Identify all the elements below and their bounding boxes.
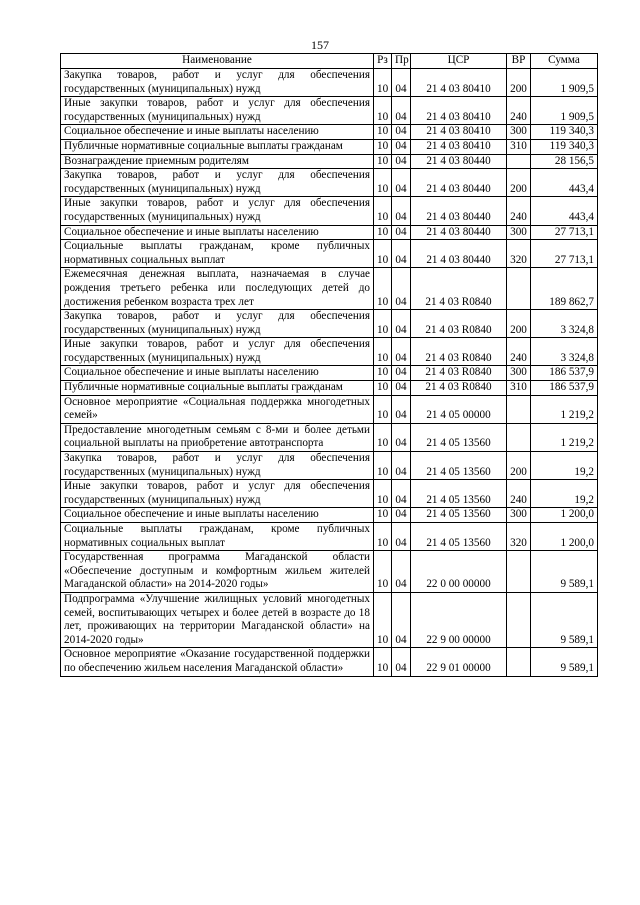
cell-sum: 9 589,1 xyxy=(531,592,598,647)
cell-sum: 27 713,1 xyxy=(531,240,598,268)
cell-csr: 21 4 03 80410 xyxy=(411,97,507,125)
cell-csr: 21 4 03 R0840 xyxy=(411,268,507,310)
cell-pr: 04 xyxy=(392,551,411,593)
cell-sum: 19,2 xyxy=(531,452,598,480)
cell-rz: 10 xyxy=(374,551,392,593)
cell-sum: 1 909,5 xyxy=(531,97,598,125)
cell-sum: 28 156,5 xyxy=(531,154,598,169)
cell-rz: 10 xyxy=(374,480,392,508)
cell-name: Основное мероприятие «Социальная поддержка многодетных семей» xyxy=(61,395,374,423)
cell-name: Иные закупки товаров, работ и услуг для обеспечения государственных (муниципальных) нужд xyxy=(61,97,374,125)
cell-rz: 10 xyxy=(374,648,392,676)
header-rz: Рз xyxy=(374,54,392,69)
cell-rz: 10 xyxy=(374,169,392,197)
cell-name: Предоставление многодетным семьям с 8-ми и более детьми социальной выплаты на приобретение автотранспорта xyxy=(61,423,374,451)
cell-pr: 04 xyxy=(392,69,411,97)
table-row xyxy=(61,452,598,480)
cell-rz: 10 xyxy=(374,97,392,125)
cell-rz: 10 xyxy=(374,452,392,480)
cell-sum: 186 537,9 xyxy=(531,366,598,381)
cell-name: Закупка товаров, работ и услуг для обеспечения государственных (муниципальных) нужд xyxy=(61,69,374,97)
table-row xyxy=(61,97,598,125)
cell-csr: 21 4 03 R0840 xyxy=(411,381,507,396)
cell-pr: 04 xyxy=(392,381,411,396)
cell-pr: 04 xyxy=(392,139,411,154)
cell-pr: 04 xyxy=(392,648,411,676)
cell-vr xyxy=(507,268,531,310)
cell-name: Публичные нормативные социальные выплаты гражданам xyxy=(61,139,374,154)
cell-vr: 300 xyxy=(507,366,531,381)
cell-sum: 1 909,5 xyxy=(531,69,598,97)
cell-csr: 21 4 05 00000 xyxy=(411,395,507,423)
cell-name: Социальные выплаты гражданам, кроме публичных нормативных социальных выплат xyxy=(61,523,374,551)
cell-name: Социальное обеспечение и иные выплаты населению xyxy=(61,366,374,381)
table-row xyxy=(61,381,598,396)
cell-name: Социальное обеспечение и иные выплаты населению xyxy=(61,508,374,523)
cell-rz: 10 xyxy=(374,69,392,97)
cell-vr xyxy=(507,423,531,451)
cell-vr: 200 xyxy=(507,69,531,97)
cell-rz: 10 xyxy=(374,310,392,338)
cell-name: Социальные выплаты гражданам, кроме публичных нормативных социальных выплат xyxy=(61,240,374,268)
cell-vr: 310 xyxy=(507,139,531,154)
cell-vr: 320 xyxy=(507,523,531,551)
cell-pr: 04 xyxy=(392,508,411,523)
table-row xyxy=(61,366,598,381)
table-row xyxy=(61,523,598,551)
cell-pr: 04 xyxy=(392,240,411,268)
cell-vr: 200 xyxy=(507,169,531,197)
cell-csr: 21 4 03 80410 xyxy=(411,139,507,154)
cell-vr xyxy=(507,154,531,169)
cell-rz: 10 xyxy=(374,197,392,225)
cell-csr: 21 4 05 13560 xyxy=(411,423,507,451)
table-row xyxy=(61,268,598,310)
cell-sum: 443,4 xyxy=(531,169,598,197)
table-row xyxy=(61,197,598,225)
cell-pr: 04 xyxy=(392,169,411,197)
cell-sum: 119 340,3 xyxy=(531,125,598,140)
cell-sum: 1 219,2 xyxy=(531,423,598,451)
cell-pr: 04 xyxy=(392,125,411,140)
cell-csr: 21 4 03 80440 xyxy=(411,169,507,197)
cell-name: Государственная программа Магаданской области «Обеспечение доступным и комфортным жильем жителей Магаданской области» на 2014-2020 годы» xyxy=(61,551,374,593)
cell-csr: 21 4 05 13560 xyxy=(411,508,507,523)
cell-sum: 119 340,3 xyxy=(531,139,598,154)
cell-pr: 04 xyxy=(392,154,411,169)
cell-vr: 310 xyxy=(507,381,531,396)
cell-rz: 10 xyxy=(374,240,392,268)
cell-name: Иные закупки товаров, работ и услуг для обеспечения государственных (муниципальных) нужд xyxy=(61,197,374,225)
cell-csr: 21 4 03 80440 xyxy=(411,197,507,225)
cell-name: Подпрограмма «Улучшение жилищных условий многодетных семей, воспитывающих четырех и более детей в возрасте до 18 лет, проживающих на территории Магаданской области» на 2014-2020 годы» xyxy=(61,592,374,647)
cell-sum: 9 589,1 xyxy=(531,551,598,593)
cell-pr: 04 xyxy=(392,395,411,423)
table-row xyxy=(61,592,598,647)
cell-pr: 04 xyxy=(392,268,411,310)
cell-sum: 9 589,1 xyxy=(531,648,598,676)
table-row xyxy=(61,310,598,338)
cell-sum: 443,4 xyxy=(531,197,598,225)
table-row xyxy=(61,69,598,97)
cell-name: Вознаграждение приемным родителям xyxy=(61,154,374,169)
header-name: Наименование xyxy=(61,54,374,69)
cell-pr: 04 xyxy=(392,310,411,338)
cell-pr: 04 xyxy=(392,97,411,125)
cell-pr: 04 xyxy=(392,225,411,240)
cell-vr xyxy=(507,395,531,423)
cell-csr: 22 0 00 00000 xyxy=(411,551,507,593)
table-row xyxy=(61,423,598,451)
cell-pr: 04 xyxy=(392,338,411,366)
table-row xyxy=(61,648,598,676)
cell-pr: 04 xyxy=(392,366,411,381)
table-row xyxy=(61,125,598,140)
cell-rz: 10 xyxy=(374,423,392,451)
cell-vr: 240 xyxy=(507,97,531,125)
table-row xyxy=(61,139,598,154)
table-row xyxy=(61,169,598,197)
cell-csr: 21 4 03 R0840 xyxy=(411,338,507,366)
table-row xyxy=(61,240,598,268)
cell-sum: 3 324,8 xyxy=(531,338,598,366)
cell-vr: 300 xyxy=(507,508,531,523)
cell-csr: 21 4 03 80440 xyxy=(411,154,507,169)
cell-sum: 1 219,2 xyxy=(531,395,598,423)
table-row xyxy=(61,395,598,423)
cell-pr: 04 xyxy=(392,480,411,508)
table-header xyxy=(61,54,598,69)
cell-rz: 10 xyxy=(374,395,392,423)
cell-vr xyxy=(507,648,531,676)
table-row xyxy=(61,551,598,593)
cell-sum: 1 200,0 xyxy=(531,523,598,551)
cell-rz: 10 xyxy=(374,125,392,140)
cell-vr: 300 xyxy=(507,225,531,240)
cell-csr: 21 4 05 13560 xyxy=(411,452,507,480)
table-row xyxy=(61,338,598,366)
table-row xyxy=(61,154,598,169)
cell-pr: 04 xyxy=(392,452,411,480)
cell-pr: 04 xyxy=(392,592,411,647)
cell-rz: 10 xyxy=(374,523,392,551)
cell-sum: 27 713,1 xyxy=(531,225,598,240)
cell-csr: 22 9 00 00000 xyxy=(411,592,507,647)
cell-pr: 04 xyxy=(392,523,411,551)
cell-rz: 10 xyxy=(374,139,392,154)
cell-vr xyxy=(507,592,531,647)
cell-rz: 10 xyxy=(374,154,392,169)
cell-sum: 186 537,9 xyxy=(531,381,598,396)
cell-csr: 21 4 03 80410 xyxy=(411,69,507,97)
cell-vr: 240 xyxy=(507,480,531,508)
cell-name: Иные закупки товаров, работ и услуг для обеспечения государственных (муниципальных) нужд xyxy=(61,480,374,508)
cell-rz: 10 xyxy=(374,338,392,366)
table-body xyxy=(61,69,598,677)
cell-name: Социальное обеспечение и иные выплаты населению xyxy=(61,125,374,140)
cell-vr: 320 xyxy=(507,240,531,268)
cell-sum: 1 200,0 xyxy=(531,508,598,523)
cell-rz: 10 xyxy=(374,366,392,381)
header-sum: Сумма xyxy=(531,54,598,69)
cell-sum: 3 324,8 xyxy=(531,310,598,338)
header-pr: Пр xyxy=(392,54,411,69)
cell-rz: 10 xyxy=(374,508,392,523)
header-vr: ВР xyxy=(507,54,531,69)
cell-pr: 04 xyxy=(392,197,411,225)
table-row xyxy=(61,508,598,523)
cell-name: Закупка товаров, работ и услуг для обеспечения государственных (муниципальных) нужд xyxy=(61,169,374,197)
cell-pr: 04 xyxy=(392,423,411,451)
page-number: 157 xyxy=(311,38,329,52)
cell-name: Публичные нормативные социальные выплаты гражданам xyxy=(61,381,374,396)
cell-rz: 10 xyxy=(374,592,392,647)
cell-name: Социальное обеспечение и иные выплаты населению xyxy=(61,225,374,240)
cell-csr: 21 4 05 13560 xyxy=(411,480,507,508)
cell-vr xyxy=(507,551,531,593)
cell-csr: 22 9 01 00000 xyxy=(411,648,507,676)
cell-name: Закупка товаров, работ и услуг для обеспечения государственных (муниципальных) нужд xyxy=(61,310,374,338)
budget-table xyxy=(60,53,598,677)
cell-rz: 10 xyxy=(374,225,392,240)
header-row xyxy=(61,54,598,69)
cell-name: Ежемесячная денежная выплата, назначаемая в случае рождения третьего ребенка или последующих детей до достижения ребенком возраста трех лет xyxy=(61,268,374,310)
cell-name: Иные закупки товаров, работ и услуг для обеспечения государственных (муниципальных) нужд xyxy=(61,338,374,366)
cell-vr: 240 xyxy=(507,197,531,225)
cell-csr: 21 4 03 R0840 xyxy=(411,310,507,338)
cell-vr: 300 xyxy=(507,125,531,140)
cell-csr: 21 4 03 80440 xyxy=(411,225,507,240)
cell-sum: 19,2 xyxy=(531,480,598,508)
cell-name: Закупка товаров, работ и услуг для обеспечения государственных (муниципальных) нужд xyxy=(61,452,374,480)
cell-vr: 200 xyxy=(507,452,531,480)
cell-csr: 21 4 05 13560 xyxy=(411,523,507,551)
cell-vr: 240 xyxy=(507,338,531,366)
cell-csr: 21 4 03 80440 xyxy=(411,240,507,268)
cell-csr: 21 4 03 80410 xyxy=(411,125,507,140)
cell-sum: 189 862,7 xyxy=(531,268,598,310)
cell-csr: 21 4 03 R0840 xyxy=(411,366,507,381)
cell-vr: 200 xyxy=(507,310,531,338)
table-row xyxy=(61,480,598,508)
table-row xyxy=(61,225,598,240)
cell-rz: 10 xyxy=(374,381,392,396)
header-csr: ЦСР xyxy=(411,54,507,69)
cell-rz: 10 xyxy=(374,268,392,310)
cell-name: Основное мероприятие «Оказание государственной поддержки по обеспечению жильем населения Магаданской области» xyxy=(61,648,374,676)
